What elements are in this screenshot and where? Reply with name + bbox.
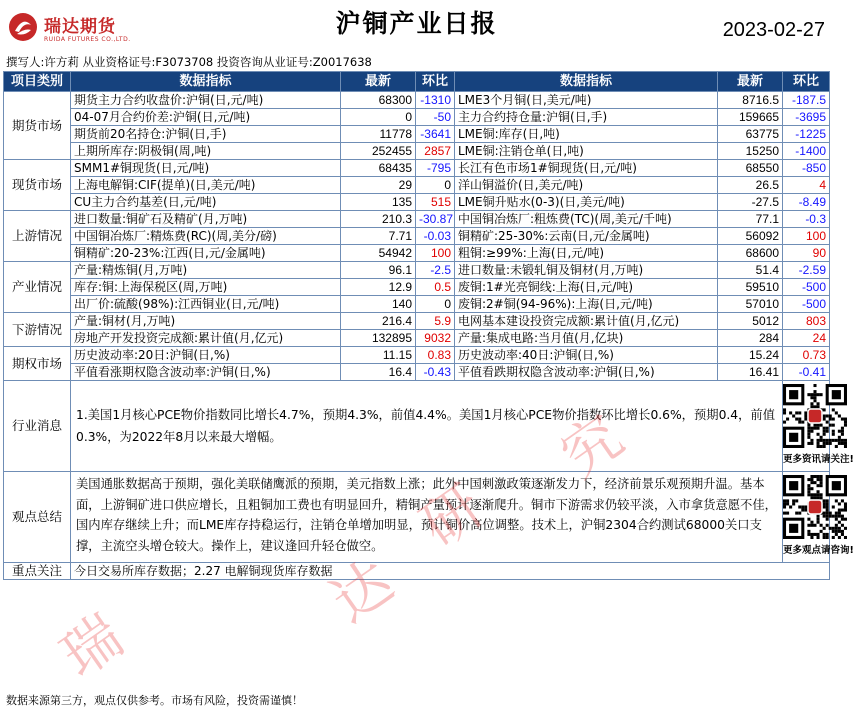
indicator-right: LME铜升贴水(0-3)(日,美元/吨)	[455, 194, 718, 211]
table-row	[4, 262, 830, 279]
data-table	[3, 71, 854, 580]
watermark-char: 瑞	[48, 601, 136, 691]
indicator-right: 进口数量:未锻轧铜及铜材(月,万吨)	[455, 262, 718, 279]
header-latest-right: 最新	[718, 72, 783, 92]
latest-right: 159665	[718, 109, 783, 126]
latest-left: 29	[341, 177, 416, 194]
change-right: -500	[783, 279, 830, 296]
change-right: -2.59	[783, 262, 830, 279]
indicator-left: 库存:铜:上海保税区(周,万吨)	[71, 279, 341, 296]
latest-right: -27.5	[718, 194, 783, 211]
report-title: 沪铜产业日报	[335, 9, 498, 38]
indicator-left: 04-07月合约价差:沪铜(日,元/吨)	[71, 109, 341, 126]
change-left: -0.43	[416, 364, 455, 381]
header-latest-left: 最新	[341, 72, 416, 92]
brand-name-cn: 瑞达期货	[44, 17, 116, 37]
change-right: -500	[783, 296, 830, 313]
change-left: 9032	[416, 330, 455, 347]
latest-right: 68600	[718, 245, 783, 262]
category-cell: 期货市场	[4, 92, 71, 160]
indicator-right: 铜精矿:25-30%:云南(日,元/金属吨)	[455, 228, 718, 245]
indicator-left: 中国铜冶炼厂:精炼费(RC)(周,美分/磅)	[71, 228, 341, 245]
change-right: -8.49	[783, 194, 830, 211]
change-right: -1400	[783, 143, 830, 160]
indicator-left: 上期所库存:阴极铜(周,吨)	[71, 143, 341, 160]
latest-left: 12.9	[341, 279, 416, 296]
report-date: 2023-02-27	[722, 19, 825, 41]
change-right: -1225	[783, 126, 830, 143]
indicator-left: 期货主力合约收盘价:沪铜(日,元/吨)	[71, 92, 341, 109]
focus-row	[4, 563, 830, 580]
latest-left: 132895	[341, 330, 416, 347]
table-row	[4, 177, 830, 194]
header-indicator-left: 数据指标	[71, 72, 341, 92]
latest-right: 8716.5	[718, 92, 783, 109]
latest-left: 7.71	[341, 228, 416, 245]
table-row	[4, 330, 830, 347]
change-right: 24	[783, 330, 830, 347]
latest-right: 15.24	[718, 347, 783, 364]
view-row	[4, 472, 830, 563]
change-right: 100	[783, 228, 830, 245]
view-qr-icon	[783, 475, 847, 539]
category-cell: 下游情况	[4, 313, 71, 347]
change-left: 100	[416, 245, 455, 262]
latest-right: 68550	[718, 160, 783, 177]
header-indicator-right: 数据指标	[455, 72, 718, 92]
category-cell: 上游情况	[4, 211, 71, 262]
latest-left: 68300	[341, 92, 416, 109]
change-right: -0.3	[783, 211, 830, 228]
indicator-left: CU主力合约基差(日,元/吨)	[71, 194, 341, 211]
table-row	[4, 347, 830, 364]
table-row	[4, 194, 830, 211]
table-row	[4, 143, 830, 160]
change-right: -187.5	[783, 92, 830, 109]
indicator-right: 废铜:2#铜(94-96%):上海(日,元/吨)	[455, 296, 718, 313]
indicator-left: 房地产开发投资完成额:累计值(月,亿元)	[71, 330, 341, 347]
table-row	[4, 245, 830, 262]
indicator-right: LME铜:注销仓单(日,吨)	[455, 143, 718, 160]
change-left: -50	[416, 109, 455, 126]
indicator-right: 长江有色市场1#铜现货(日,元/吨)	[455, 160, 718, 177]
table-row	[4, 279, 830, 296]
header-change-right: 环比	[783, 72, 830, 92]
latest-left: 135	[341, 194, 416, 211]
latest-left: 252455	[341, 143, 416, 160]
change-right: -850	[783, 160, 830, 177]
indicator-right: 产量:集成电路:当月值(月,亿块)	[455, 330, 718, 347]
table-row	[4, 296, 830, 313]
view-qr-caption: 更多观点请咨询!	[783, 545, 854, 556]
news-text: 1.美国1月核心PCE物价指数同比增长4.7%，预期4.3%，前值4.4%。美国1月核心PCE物价指数环比增长0.6%，预期0.4，前值0.3%，为2022年8月以来最大增幅。	[71, 381, 783, 472]
header-change-left: 环比	[416, 72, 455, 92]
change-left: 0	[416, 296, 455, 313]
news-qr-caption: 更多资讯请关注!	[783, 454, 854, 465]
header-category: 项目类别	[4, 72, 71, 92]
change-left: -2.5	[416, 262, 455, 279]
change-left: 2857	[416, 143, 455, 160]
table-row	[4, 228, 830, 245]
change-right: -3695	[783, 109, 830, 126]
table-row	[4, 92, 830, 109]
table-row	[4, 313, 830, 330]
news-qr-icon	[783, 384, 847, 448]
latest-right: 5012	[718, 313, 783, 330]
news-row	[4, 381, 830, 472]
table-row	[4, 364, 830, 381]
change-left: -3641	[416, 126, 455, 143]
latest-right: 56092	[718, 228, 783, 245]
report-header	[0, 0, 833, 52]
news-category: 行业消息	[4, 381, 71, 472]
latest-left: 96.1	[341, 262, 416, 279]
indicator-left: 期货前20名持仓:沪铜(日,手)	[71, 126, 341, 143]
indicator-left: 铜精矿:20-23%:江西(日,元/金属吨)	[71, 245, 341, 262]
author-line: 撰写人:许方莉 从业资格证号:F3073708 投资咨询从业证号:Z0017638	[6, 55, 372, 69]
indicator-right: 中国铜冶炼厂:粗炼费(TC)(周,美元/千吨)	[455, 211, 718, 228]
latest-right: 26.5	[718, 177, 783, 194]
change-left: -1310	[416, 92, 455, 109]
indicator-left: 上海电解铜:CIF(提单)(日,美元/吨)	[71, 177, 341, 194]
latest-right: 63775	[718, 126, 783, 143]
latest-right: 15250	[718, 143, 783, 160]
change-right: 90	[783, 245, 830, 262]
latest-left: 16.4	[341, 364, 416, 381]
indicator-left: 历史波动率:20日:沪铜(日,%)	[71, 347, 341, 364]
indicator-left: 进口数量:铜矿石及精矿(月,万吨)	[71, 211, 341, 228]
latest-left: 140	[341, 296, 416, 313]
indicator-right: 粗铜:≥99%:上海(日,元/吨)	[455, 245, 718, 262]
focus-category: 重点关注	[4, 563, 71, 580]
table-header-row	[4, 72, 830, 92]
latest-left: 216.4	[341, 313, 416, 330]
change-left: 515	[416, 194, 455, 211]
change-right: 803	[783, 313, 830, 330]
category-cell: 产业情况	[4, 262, 71, 313]
indicator-right: 电网基本建设投资完成额:累计值(月,亿元)	[455, 313, 718, 330]
view-category: 观点总结	[4, 472, 71, 563]
latest-right: 284	[718, 330, 783, 347]
latest-left: 54942	[341, 245, 416, 262]
indicator-left: SMM1#铜现货(日,元/吨)	[71, 160, 341, 177]
indicator-left: 产量:铜材(月,万吨)	[71, 313, 341, 330]
view-qr-cell	[783, 472, 854, 563]
focus-text: 今日交易所库存数据；2.27 电解铜现货库存数据	[71, 563, 830, 580]
indicator-right: 平值看跌期权隐含波动率:沪铜(日,%)	[455, 364, 718, 381]
change-left: 5.9	[416, 313, 455, 330]
indicator-right: 废铜:1#光亮铜线:上海(日,元/吨)	[455, 279, 718, 296]
indicator-right: LME铜:库存(日,吨)	[455, 126, 718, 143]
table-row	[4, 160, 830, 177]
change-left: 0.83	[416, 347, 455, 364]
brand-name-en: RUIDA FUTURES CO.,LTD.	[44, 36, 131, 43]
news-qr-cell	[783, 381, 854, 472]
change-right: -0.41	[783, 364, 830, 381]
table-row	[4, 126, 830, 143]
latest-right: 16.41	[718, 364, 783, 381]
change-left: -0.03	[416, 228, 455, 245]
view-text: 美国通胀数据高于预期，强化美联储鹰派的预期，美元指数上涨；此外中国刺激政策逐渐发力下，经济前景乐观预期升温。基本面，上游铜矿进口供应增长，且粗铜加工费也有明显回升，精铜产量预计逐渐爬升。铜市下游需求仍较平淡，入市拿货意愿不佳，国内库存继续上升；而LME库存持稳运行，注销仓单增加明显，预计铜价高位调整。技术上，沪铜2304合约测试68000关口支撑，主流空头增仓较大。操作上，建议逢回升轻仓做空。	[71, 472, 783, 563]
indicator-left: 产量:精炼铜(月,万吨)	[71, 262, 341, 279]
watermark-char: 究	[548, 401, 636, 491]
indicator-left: 平值看涨期权隐含波动率:沪铜(日,%)	[71, 364, 341, 381]
latest-left: 68435	[341, 160, 416, 177]
indicator-right: 历史波动率:40日:沪铜(日,%)	[455, 347, 718, 364]
indicator-right: 洋山铜溢价(日,美元/吨)	[455, 177, 718, 194]
latest-left: 0	[341, 109, 416, 126]
latest-right: 51.4	[718, 262, 783, 279]
watermark-char: 研	[408, 471, 496, 561]
indicator-right: 主力合约持仓量:沪铜(日,手)	[455, 109, 718, 126]
table-row	[4, 109, 830, 126]
latest-left: 210.3	[341, 211, 416, 228]
latest-left: 11778	[341, 126, 416, 143]
disclaimer: 数据来源第三方，观点仅供参考。市场有风险，投资需谨慎！	[6, 694, 303, 707]
category-cell: 期权市场	[4, 347, 71, 381]
latest-right: 77.1	[718, 211, 783, 228]
change-left: -795	[416, 160, 455, 177]
change-right: 4	[783, 177, 830, 194]
table-row	[4, 211, 830, 228]
indicator-left: 出厂价:硫酸(98%):江西铜业(日,元/吨)	[71, 296, 341, 313]
change-left: 0.5	[416, 279, 455, 296]
category-cell: 现货市场	[4, 160, 71, 211]
indicator-right: LME3个月铜(日,美元/吨)	[455, 92, 718, 109]
latest-left: 11.15	[341, 347, 416, 364]
latest-right: 57010	[718, 296, 783, 313]
change-left: 0	[416, 177, 455, 194]
latest-right: 59510	[718, 279, 783, 296]
change-left: -30.87	[416, 211, 455, 228]
change-right: 0.73	[783, 347, 830, 364]
watermark-char: 达	[318, 546, 406, 636]
